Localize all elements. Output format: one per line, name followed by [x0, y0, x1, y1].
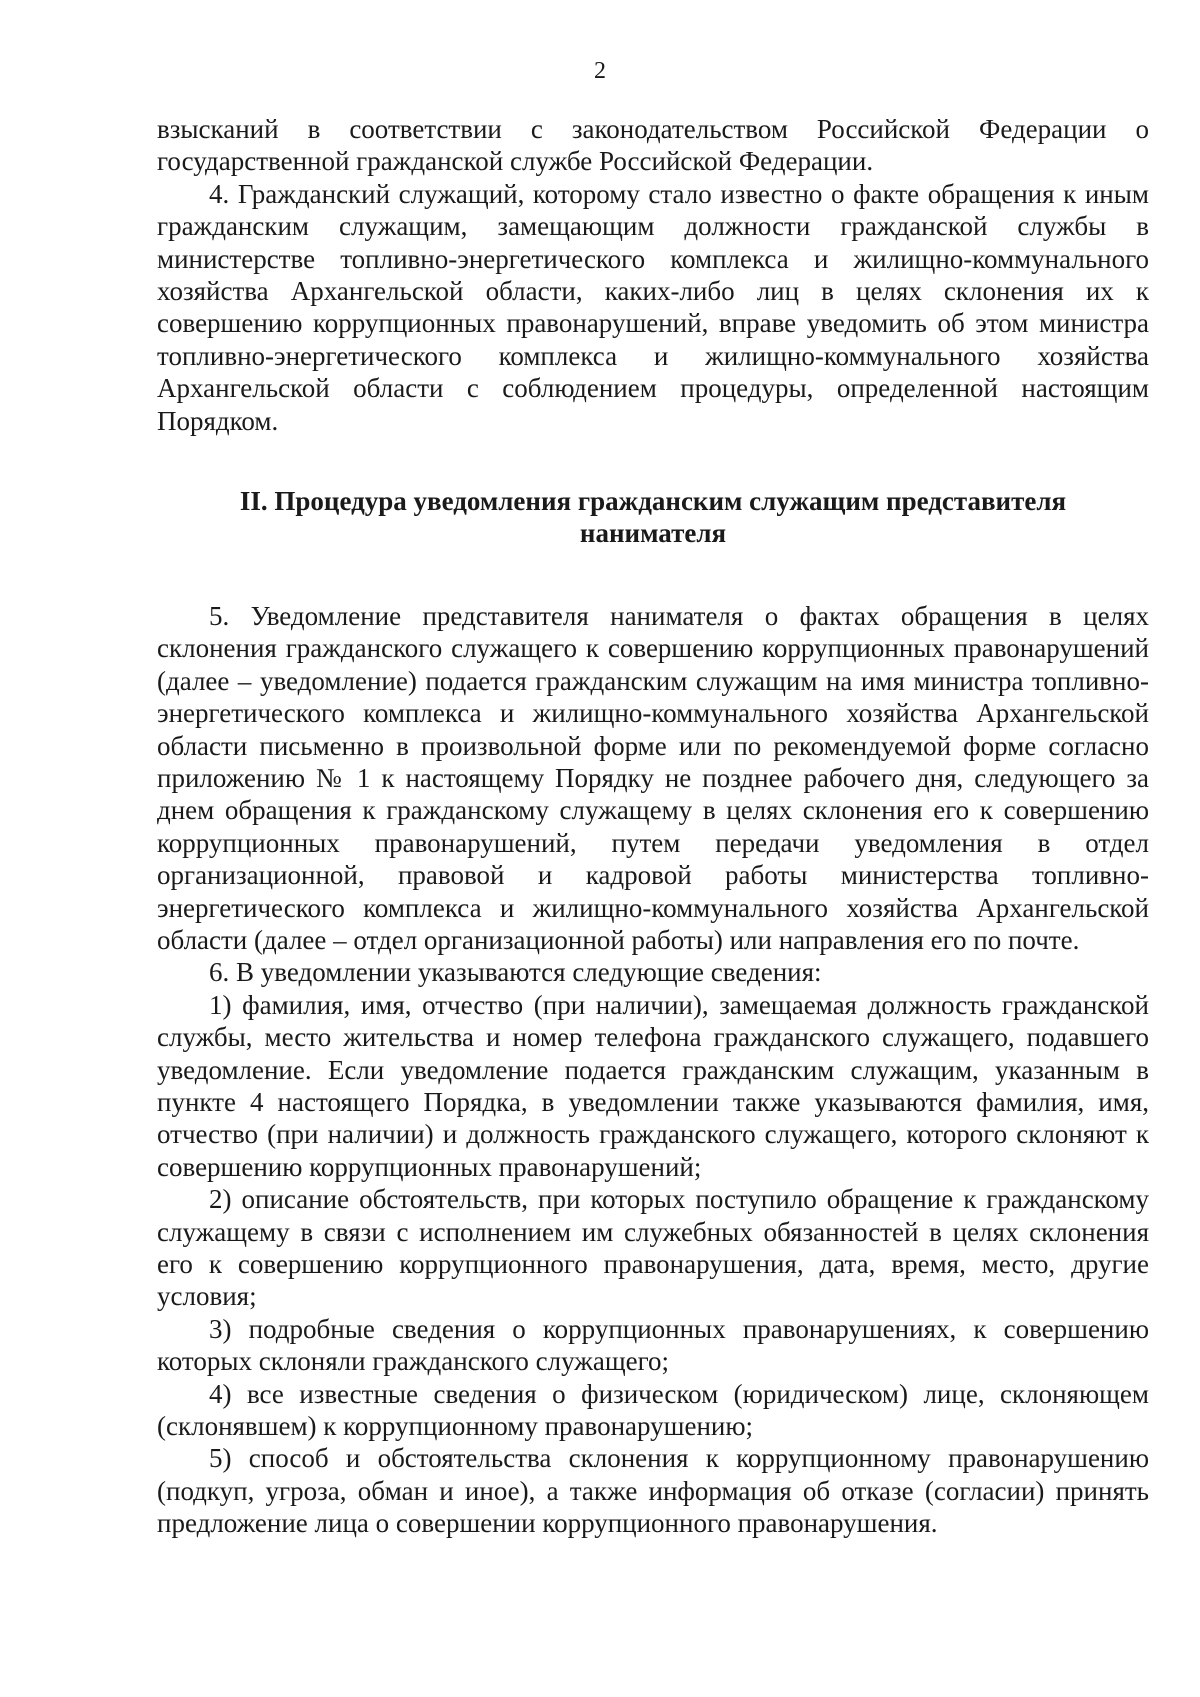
paragraph-continuation: взысканий в соответствии с законодательством Российской Федерации о государственной гражданской службе Российской Федерации. [157, 114, 1149, 177]
section-heading-line-2: нанимателя [579, 518, 727, 549]
section-heading [157, 485, 1149, 550]
paragraph-item-5: 5. Уведомление представителя нанимателя о фактах обращения в целях склонения гражданского служащего к совершению коррупционных правонарушений (далее – уведомление) подается гражданским служащим на имя министра топливно-энергетического комплекса и жилищно-коммунального хозяйства Архангельской области письменно в произвольной форме или по рекомендуемой форме согласно приложению № 1 к настоящему Порядку не позднее рабочего дня, следующего за днем обращения к гражданскому служащему в целях склонения его к совершению коррупционных правонарушений, путем передачи уведомления в отдел организационной, правовой и кадровой работы министерства топливно-энергетического комплекса и жилищно-коммунального хозяйства Архангельской области (далее – отдел организационной работы) или направления его по почте. [157, 600, 1149, 955]
document-body [157, 113, 1149, 1540]
paragraph-subitem-2: 2) описание обстоятельств, при которых поступило обращение к гражданскому служащему в связи с исполнением им служебных обязанностей в целях склонения его к совершению коррупционного правонарушения, дата, время, место, другие условия; [157, 1184, 1149, 1312]
paragraph-item-4: 4. Гражданский служащий, которому стало известно о факте обращения к иным гражданским служащим, замещающим должности гражданской службы в министерстве топливно-энергетического комплекса и жилищно-коммунального хозяйства Архангельской области, каких-либо лиц в целях склонения их к совершению коррупционных правонарушений, вправе уведомить об этом министра топливно-энергетического комплекса и жилищно-коммунального хозяйства Архангельской области с соблюдением процедуры, определенной настоящим Порядком. [157, 178, 1149, 436]
paragraph-subitem-3: 3) подробные сведения о коррупционных правонарушениях, к совершению которых склоняли гражданского служащего; [157, 1313, 1149, 1377]
page-number: 2 [594, 58, 606, 84]
paragraph-subitem-1: 1) фамилия, имя, отчество (при наличии), замещаемая должность гражданской службы, место жительства и номер телефона гражданского служащего, подавшего уведомление. Если уведомление подается гражданским служащим, указанным в пункте 4 настоящего Порядка, в уведомлении также указываются фамилия, имя, отчество (при наличии) и должность гражданского служащего, которого склоняют к совершению коррупционных правонарушений; [157, 989, 1149, 1182]
paragraph-subitem-4: 4) все известные сведения о физическом (юридическом) лице, склоняющем (склонявшем) к коррупционному правонарушению; [157, 1378, 1149, 1442]
section-heading-line-1: II. Процедура уведомления гражданским служащим представителя [239, 486, 1067, 517]
paragraph-item-6: 6. В уведомлении указываются следующие сведения: [209, 957, 822, 988]
paragraph-subitem-5: 5) способ и обстоятельства склонения к коррупционному правонарушению (подкуп, угроза, обман и иное), а также информация об отказе (согласии) принять предложение лица о совершении коррупционного правонарушения. [157, 1443, 1149, 1539]
